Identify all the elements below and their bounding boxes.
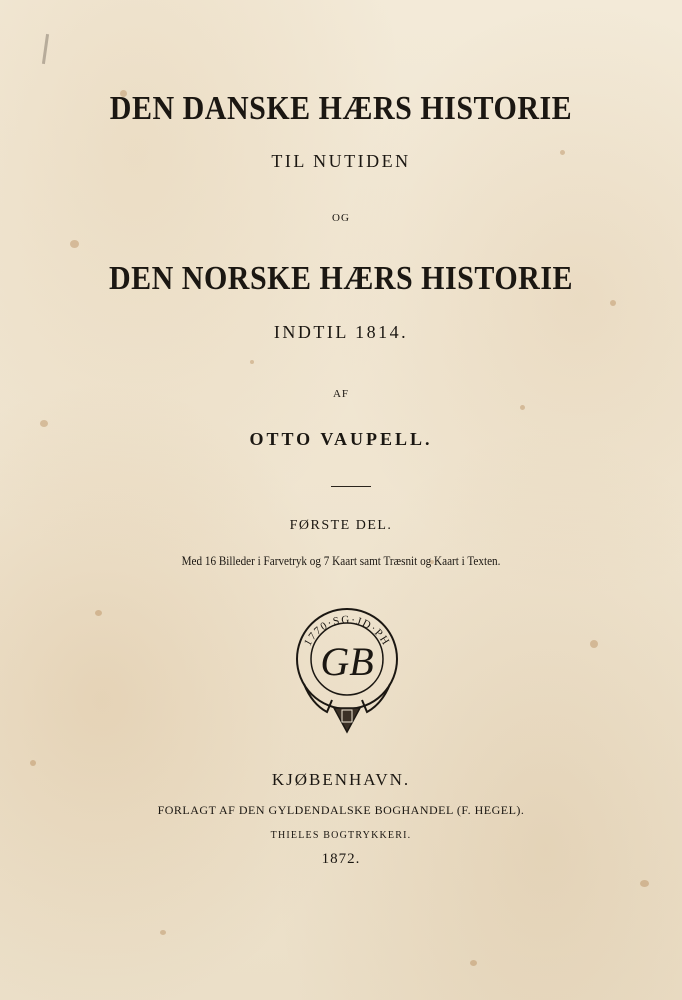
divider-rule xyxy=(331,486,371,487)
imprint-year: 1872. xyxy=(321,851,361,867)
foxing-spot xyxy=(590,640,598,648)
foxing-spot xyxy=(95,610,102,616)
foxing-spot xyxy=(520,405,525,410)
title-line-2: DEN NORSKE HÆRS HISTORIE xyxy=(108,259,574,297)
conjunction: OG xyxy=(332,212,350,224)
emblem-monogram: GB xyxy=(320,639,374,684)
by-label: AF xyxy=(332,388,350,400)
garter-text: 1770·SG·JD·PH xyxy=(301,613,393,649)
imprint-publisher: FORLAGT AF DEN GYLDENDALSKE BOGHANDEL (F. HEGEL). xyxy=(157,803,525,817)
publisher-monogram-emblem-icon xyxy=(292,604,402,736)
foxing-spot xyxy=(30,760,36,766)
foxing-spot xyxy=(470,960,477,966)
foxing-spot xyxy=(610,300,616,306)
imprint-printer: THIELES BOGTRYKKERI. xyxy=(270,830,412,841)
part-label: FØRSTE DEL. xyxy=(289,518,393,533)
pencil-mark xyxy=(42,34,49,64)
foxing-spot xyxy=(40,420,48,427)
imprint-city: KJØBENHAVN. xyxy=(271,770,411,789)
subtitle-line-1: TIL NUTIDEN xyxy=(271,151,411,171)
author-name: OTTO VAUPELL. xyxy=(249,429,433,449)
foxing-spot xyxy=(70,240,79,248)
illustrations-note: Med 16 Billeder i Farvetryk og 7 Kaart samt Træsnit og Kaart i Texten. xyxy=(181,553,501,568)
foxing-spot xyxy=(250,360,254,364)
foxing-spot xyxy=(160,930,166,935)
subtitle-line-2: INDTIL 1814. xyxy=(273,322,409,342)
title-line-1: DEN DANSKE HÆRS HISTORIE xyxy=(109,89,573,127)
foxing-spot xyxy=(640,880,649,887)
